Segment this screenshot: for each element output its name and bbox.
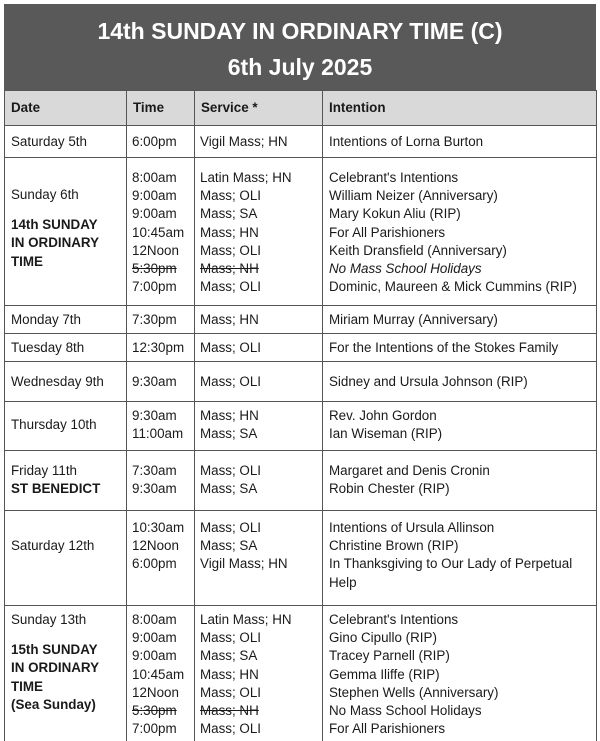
date-label: Wednesday 9th (11, 374, 104, 389)
service-value: Mass; OLI (200, 279, 262, 295)
time-value: 9:00am (132, 648, 177, 664)
service-value: Latin Mass; HN (200, 612, 292, 627)
intention-value: Miriam Murray (Anniversary) (329, 312, 498, 327)
table-row (5, 334, 597, 362)
date-cell (5, 606, 127, 741)
service-value: Mass; SA (200, 206, 258, 222)
time-value: 9:30am (132, 374, 177, 389)
service-cell (195, 606, 323, 741)
table-row (5, 451, 597, 511)
date-cell (5, 511, 127, 606)
service-value: Vigil Mass; HN (200, 556, 288, 572)
service-value: Mass; SA (200, 538, 258, 554)
intention-cell (323, 511, 597, 606)
service-cell (195, 511, 323, 606)
service-value: Mass; OLI (200, 721, 262, 737)
intention-value: Gino Cipullo (RIP) (329, 630, 437, 646)
intention-value: Keith Dransfield (Anniversary) (329, 242, 507, 258)
service-value: Mass; OLI (200, 340, 262, 355)
feast-line: 15th SUNDAY (11, 642, 98, 658)
intention-value: Intentions of Lorna Burton (329, 134, 484, 149)
time-cell (127, 362, 195, 402)
service-value: Mass; SA (200, 426, 258, 442)
table-row (5, 402, 597, 451)
time-value: 9:00am (132, 206, 177, 222)
header-intention: Intention (323, 91, 597, 126)
header-row (5, 91, 597, 126)
intention-value: Celebrant's Intentions (329, 170, 459, 185)
intention-value: Sidney and Ursula Johnson (RIP) (329, 374, 528, 389)
time-value: 6:00pm (132, 556, 177, 572)
date-label: Sunday 13th (11, 612, 87, 627)
date-label: Friday 11th (11, 463, 77, 478)
service-value: Mass; OLI (200, 520, 262, 535)
time-cell (127, 306, 195, 334)
service-cell (195, 306, 323, 334)
intention-value: For the Intentions of the Stokes Family (329, 340, 559, 355)
feast-line: 14th SUNDAY (11, 217, 98, 233)
intention-cell (323, 451, 597, 511)
service-cell (195, 451, 323, 511)
date-cell (5, 362, 127, 402)
intention-cell (323, 126, 597, 158)
date-cell (5, 126, 127, 158)
time-value: 7:30am (132, 463, 177, 478)
time-value: 8:00am (132, 170, 177, 185)
intention-cell (323, 402, 597, 451)
service-cell (195, 362, 323, 402)
date-label: Tuesday 8th (11, 340, 85, 355)
intention-value: Celebrant's Intentions (329, 612, 459, 627)
service-value: Mass; OLI (200, 242, 262, 258)
service-value: Latin Mass; HN (200, 170, 292, 185)
intention-value: Stephen Wells (Anniversary) (329, 684, 499, 700)
intention-value: William Neizer (Anniversary) (329, 188, 498, 204)
schedule-table (4, 90, 597, 741)
feast-line: IN ORDINARY (11, 660, 100, 676)
header-service: Service * (195, 91, 323, 126)
intention-value: For All Parishioners (329, 224, 446, 240)
intention-cell (323, 158, 597, 306)
intention-value: In Thanksgiving to Our Lady of Perpetual Help (329, 556, 573, 590)
table-row (5, 158, 597, 306)
title-line-1: 14th SUNDAY IN ORDINARY TIME (C) (97, 18, 503, 44)
feast-line: ST BENEDICT (11, 481, 101, 497)
time-cell (127, 334, 195, 362)
intention-value: Margaret and Denis Cronin (329, 463, 490, 478)
time-value: 11:00am (132, 426, 184, 442)
time-cell (127, 511, 195, 606)
service-value: Mass; HN (200, 224, 259, 240)
intention-value: No Mass School Holidays (329, 703, 482, 719)
date-cell (5, 306, 127, 334)
time-cell (127, 126, 195, 158)
date-label: Thursday 10th (11, 417, 97, 432)
service-value: Mass; NH (200, 703, 259, 719)
intention-value: For All Parishioners (329, 721, 446, 737)
date-label: Sunday 6th (11, 187, 79, 202)
schedule-body (5, 126, 597, 741)
title-banner (4, 4, 596, 90)
intention-value: Gemma Iliffe (RIP) (329, 666, 440, 682)
intention-value: Dominic, Maureen & Mick Cummins (RIP) (329, 279, 577, 295)
time-cell (127, 158, 195, 306)
service-value: Mass; OLI (200, 463, 262, 478)
service-cell (195, 402, 323, 451)
table-row (5, 126, 597, 158)
time-value: 12:30pm (132, 340, 185, 355)
date-label: Monday 7th (11, 312, 81, 327)
time-value: 7:00pm (132, 721, 177, 737)
time-value: 12Noon (132, 684, 179, 700)
table-row (5, 511, 597, 606)
time-value: 5:30pm (132, 703, 177, 719)
time-value: 8:00am (132, 612, 177, 627)
intention-value: Robin Chester (RIP) (329, 481, 450, 497)
time-value: 7:00pm (132, 279, 177, 295)
header-date: Date (5, 91, 127, 126)
time-value: 9:00am (132, 630, 177, 646)
title-line-2: 6th July 2025 (227, 54, 373, 80)
time-value: 12Noon (132, 242, 179, 258)
table-row (5, 306, 597, 334)
time-value: 9:30am (132, 481, 177, 497)
date-cell (5, 334, 127, 362)
feast-name (11, 629, 122, 714)
intention-cell (323, 306, 597, 334)
date-label: Saturday 12th (11, 538, 95, 553)
service-value: Mass; OLI (200, 684, 262, 700)
time-value: 12Noon (132, 538, 179, 554)
service-cell (195, 334, 323, 362)
time-value: 10:45am (132, 224, 185, 240)
time-value: 9:00am (132, 188, 177, 204)
time-cell (127, 451, 195, 511)
service-value: Mass; SA (200, 648, 258, 664)
time-value: 10:30am (132, 520, 185, 535)
service-value: Mass; HN (200, 666, 259, 682)
intention-value: Ian Wiseman (RIP) (329, 426, 443, 442)
service-cell (195, 126, 323, 158)
time-value: 9:30am (132, 408, 177, 423)
service-cell (195, 158, 323, 306)
feast-name (11, 480, 122, 498)
feast-line: IN ORDINARY (11, 235, 100, 251)
intention-cell (323, 606, 597, 741)
service-value: Mass; OLI (200, 630, 262, 646)
date-cell (5, 451, 127, 511)
service-value: Mass; HN (200, 312, 259, 327)
time-value: 6:00pm (132, 134, 177, 149)
service-value: Mass; NH (200, 261, 259, 277)
time-cell (127, 402, 195, 451)
intention-cell (323, 334, 597, 362)
service-value: Mass; OLI (200, 188, 262, 204)
intention-value: No Mass School Holidays (329, 261, 482, 277)
date-cell (5, 158, 127, 306)
service-value: Mass; OLI (200, 374, 262, 389)
feast-line: TIME (11, 678, 43, 694)
intention-value: Rev. John Gordon (329, 408, 437, 423)
table-row (5, 606, 597, 741)
date-label: Saturday 5th (11, 134, 87, 149)
intention-value: Tracey Parnell (RIP) (329, 648, 450, 664)
service-value: Mass; HN (200, 408, 259, 423)
header-time: Time (127, 91, 195, 126)
feast-line: TIME (11, 253, 43, 269)
time-value: 10:45am (132, 666, 185, 682)
time-value: 7:30pm (132, 312, 177, 327)
intention-value: Intentions of Ursula Allinson (329, 520, 495, 535)
service-value: Mass; SA (200, 481, 258, 497)
time-cell (127, 606, 195, 741)
intention-value: Mary Kokun Aliu (RIP) (329, 206, 461, 222)
intention-value: Christine Brown (RIP) (329, 538, 459, 554)
intention-cell (323, 362, 597, 402)
feast-name (11, 204, 122, 271)
date-cell (5, 402, 127, 451)
table-row (5, 362, 597, 402)
time-value: 5:30pm (132, 261, 177, 277)
service-value: Vigil Mass; HN (200, 134, 288, 149)
feast-line: (Sea Sunday) (11, 696, 96, 712)
